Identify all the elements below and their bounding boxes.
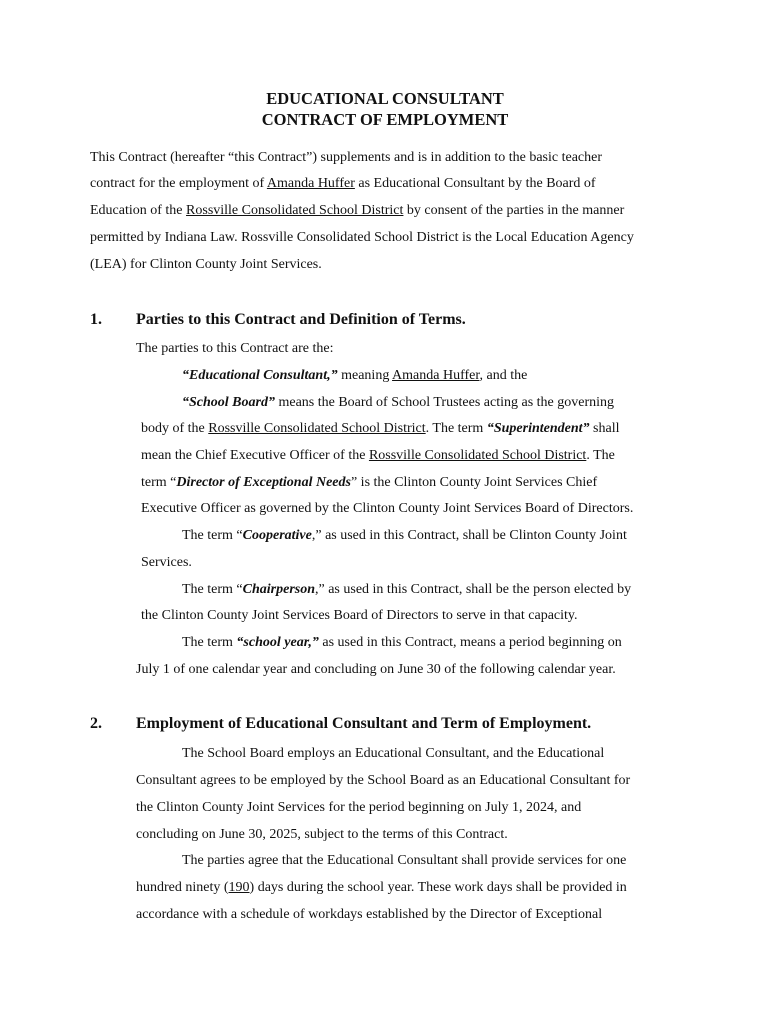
body-line: the Clinton County Joint Services Board of Directors to serve in that capacity. bbox=[141, 608, 578, 623]
body-line: body of the Rossville Consolidated School District. The term “Superintendent” shall bbox=[141, 421, 620, 436]
employee-name: Amanda Huffer bbox=[266, 176, 355, 191]
intro-line: (LEA) for Clinton County Joint Services. bbox=[90, 257, 322, 272]
body-line: term “Director of Exceptional Needs” is the Clinton County Joint Services Chief bbox=[141, 475, 598, 490]
employee-name: Amanda Huffer bbox=[392, 368, 480, 383]
defined-term: Cooperative bbox=[242, 528, 312, 543]
section-number: 1. bbox=[90, 311, 102, 328]
intro-line: contract for the employment of Amanda Huffer as Educational Consultant by the Board of bbox=[90, 176, 596, 191]
defined-term: Chairperson bbox=[242, 582, 315, 597]
body-line: accordance with a schedule of workdays established by the Director of Exceptional bbox=[136, 907, 603, 922]
intro-line: Education of the Rossville Consolidated School District by consent of the parties in the manner bbox=[90, 203, 625, 218]
body-line: The parties agree that the Educational Consultant shall provide services for one bbox=[182, 853, 627, 868]
defined-term: “Educational Consultant,” bbox=[182, 368, 338, 383]
section-number: 2. bbox=[90, 715, 102, 732]
body-line: “School Board” means the Board of School Trustees acting as the governing bbox=[182, 395, 615, 410]
body-line: Executive Officer as governed by the Clinton County Joint Services Board of Directors. bbox=[141, 501, 634, 516]
body-line: Consultant agrees to be employed by the School Board as an Educational Consultant for bbox=[136, 773, 631, 788]
body-line: The School Board employs an Educational Consultant, and the Educational bbox=[182, 746, 605, 761]
intro-line: permitted by Indiana Law. Rossville Consolidated School District is the Local Education Agency bbox=[90, 230, 634, 245]
body-line: “Educational Consultant,” meaning Amanda Huffer, and the bbox=[182, 368, 528, 383]
body-line: July 1 of one calendar year and concluding on June 30 of the following calendar year. bbox=[136, 662, 616, 677]
body-line: The parties to this Contract are the: bbox=[136, 341, 334, 356]
section-heading: Parties to this Contract and Definition of Terms. bbox=[136, 311, 466, 328]
body-line: The term “school year,” as used in this Contract, means a period beginning on bbox=[182, 635, 622, 650]
work-days: 190 bbox=[228, 880, 250, 895]
district-name: Rossville Consolidated School District bbox=[368, 448, 587, 463]
body-line: hundred ninety (190) days during the school year. These work days shall be provided in bbox=[136, 880, 627, 895]
body-line: Services. bbox=[141, 555, 192, 570]
body-line: The term “Cooperative,” as used in this Contract, shall be Clinton County Joint bbox=[182, 528, 627, 543]
defined-term: “Superintendent” bbox=[486, 421, 590, 436]
defined-term: Director of Exceptional Needs bbox=[176, 475, 351, 490]
intro-line: This Contract (hereafter “this Contract”) supplements and is in addition to the basic teacher bbox=[90, 150, 602, 165]
section-heading: Employment of Educational Consultant and Term of Employment. bbox=[136, 715, 592, 732]
body-line: mean the Chief Executive Officer of the Rossville Consolidated School District. The bbox=[141, 448, 615, 463]
body-line: The term “Chairperson,” as used in this Contract, shall be the person elected by bbox=[182, 582, 632, 597]
district-name: Rossville Consolidated School District bbox=[208, 421, 426, 436]
body-line: concluding on June 30, 2025, subject to the terms of this Contract. bbox=[136, 827, 508, 842]
defined-term: “school year,” bbox=[236, 635, 319, 650]
body-line: the Clinton County Joint Services for the period beginning on July 1, 2024, and bbox=[136, 800, 582, 815]
district-name: Rossville Consolidated School District bbox=[186, 203, 404, 218]
title-line-1: EDUCATIONAL CONSULTANT bbox=[266, 89, 504, 108]
title-line-2: CONTRACT OF EMPLOYMENT bbox=[261, 110, 509, 129]
defined-term: “School Board” bbox=[182, 395, 275, 410]
